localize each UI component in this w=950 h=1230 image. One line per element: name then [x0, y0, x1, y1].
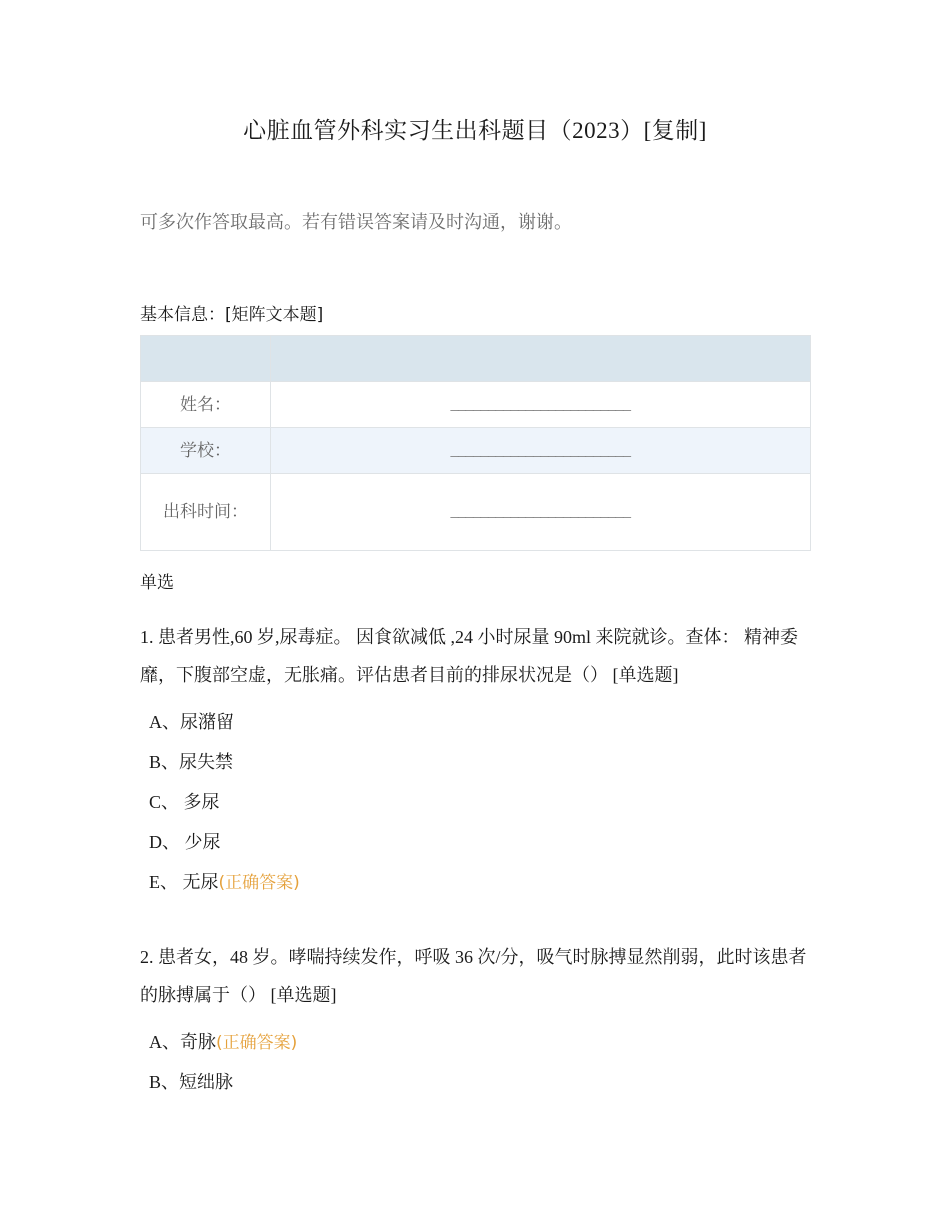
- option-e[interactable]: [149, 868, 300, 894]
- table-row-school: [141, 428, 811, 474]
- option-c[interactable]: [149, 788, 220, 814]
- option-text: E、 无尿: [149, 872, 219, 892]
- option-b[interactable]: [149, 1068, 233, 1094]
- option-text: B、尿失禁: [149, 752, 234, 772]
- option-text: B、短绌脉: [149, 1072, 234, 1092]
- basic-info-table: [140, 335, 811, 551]
- basic-info-label: 基本信息：[矩阵文本题]: [140, 305, 324, 325]
- table-header-cell: [271, 336, 811, 382]
- option-text: A、奇脉: [149, 1032, 216, 1052]
- section-label-single-choice: 单选: [140, 573, 174, 593]
- option-text: C、 多尿: [149, 792, 220, 812]
- table-row-name: [141, 382, 811, 428]
- question-text: 1. 患者男性,60 岁,尿毒症。 因食欲减低 ,24 小时尿量 90ml 来院就诊。查体： 精神委靡，下腹部空虚，无胀痛。评估患者目前的排尿状况是（）: [140, 627, 798, 685]
- question-type-tag: [单选题]: [270, 985, 337, 1005]
- row-label: 学校：: [141, 428, 271, 474]
- option-text: A、尿潴留: [149, 712, 234, 732]
- rotation-time-field[interactable]: ________________________: [271, 474, 811, 551]
- page-title: 心脏血管外科实习生出科题目（2023）[复制]: [243, 118, 707, 143]
- option-a[interactable]: [149, 708, 234, 734]
- option-text: D、 少尿: [149, 832, 221, 852]
- question-2: [140, 938, 812, 1014]
- option-b[interactable]: [149, 748, 233, 774]
- question-1: [140, 618, 812, 694]
- question-type-tag: [单选题]: [612, 665, 679, 685]
- option-a[interactable]: [149, 1028, 297, 1054]
- name-field[interactable]: ________________________: [271, 382, 811, 428]
- correct-answer-mark: (正确答案): [218, 873, 300, 893]
- row-label: 出科时间：: [141, 474, 271, 551]
- table-row-time: [141, 474, 811, 551]
- school-field[interactable]: ________________________: [271, 428, 811, 474]
- correct-answer-mark: (正确答案): [216, 1033, 298, 1053]
- table-header-row: [141, 336, 811, 382]
- table-header-cell: [141, 336, 271, 382]
- question-text: 2. 患者女，48 岁。哮喘持续发作，呼吸 36 次/分，吸气时脉搏显然削弱，此时该患者的脉搏属于（）: [140, 947, 807, 1005]
- row-label: 姓名：: [141, 382, 271, 428]
- survey-description: 可多次作答取最高。若有错误答案请及时沟通，谢谢。: [140, 212, 572, 233]
- option-d[interactable]: [149, 828, 221, 854]
